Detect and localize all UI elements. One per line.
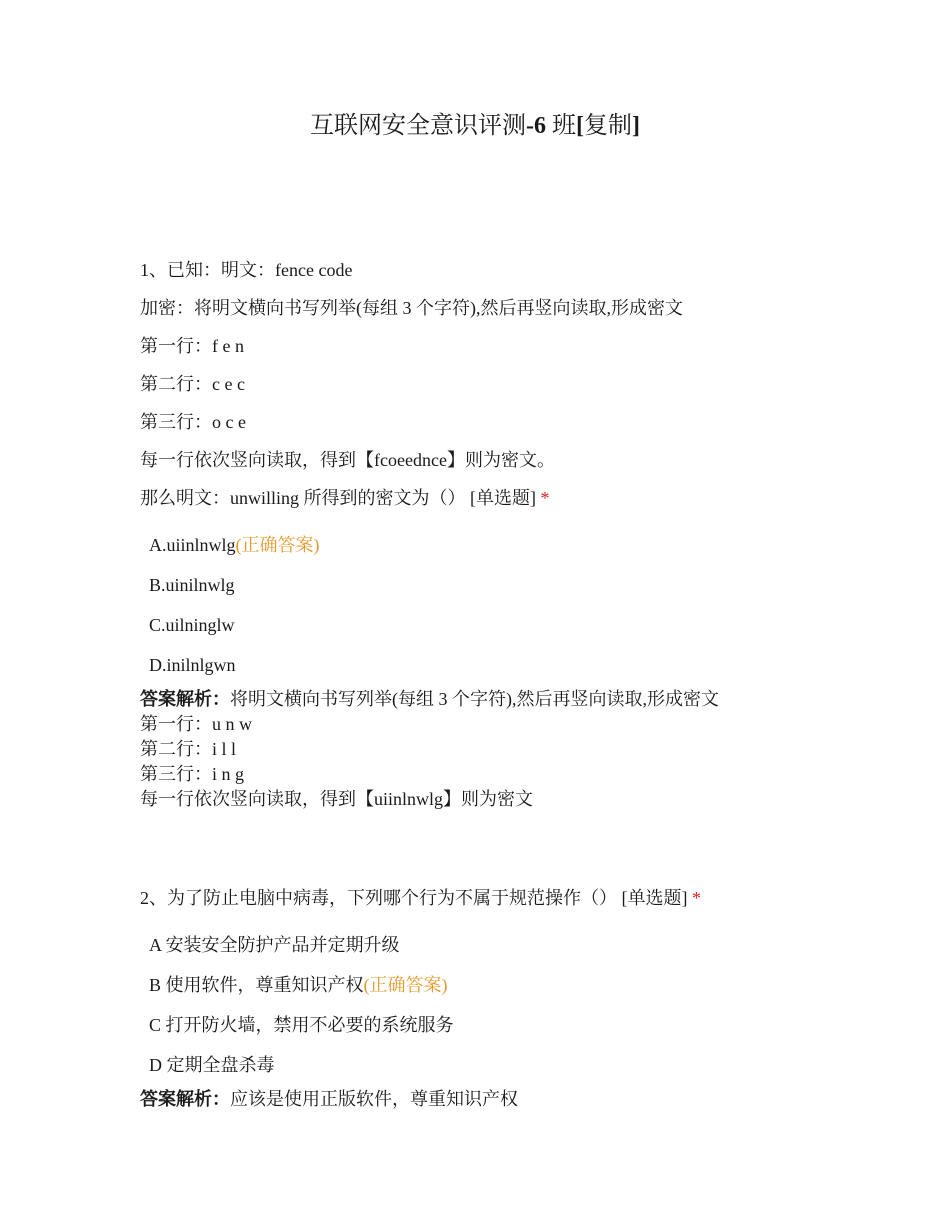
analysis-line: 第三行：i n g (140, 764, 245, 784)
q1-options (140, 525, 900, 685)
title-class-number: -6 (526, 113, 546, 139)
option-label: B 使用软件，尊重知识产权 (149, 975, 364, 995)
q2-question-text: 2、为了防止电脑中病毒，下列哪个行为不属于规范操作（） [单选题] (140, 888, 688, 908)
option-label: A 安装安全防护产品并定期升级 (149, 935, 400, 955)
q2-answer-analysis (140, 1087, 900, 1112)
title-copy-tag: 复制 (584, 113, 632, 139)
q1-stem-line: 第三行：o c e (140, 412, 246, 432)
required-mark: * (692, 888, 701, 908)
analysis-text: 应该是使用正版软件，尊重知识产权 (230, 1089, 518, 1109)
analysis-line: 每一行依次竖向读取，得到【uiinlnwlg】则为密文 (140, 789, 534, 809)
q2-option-a[interactable] (140, 925, 900, 965)
required-mark: * (540, 488, 550, 508)
option-label: B.uinilnwlg (149, 575, 235, 595)
q1-stem-line: 每一行依次竖向读取，得到【fcoeednce】则为密文。 (140, 450, 555, 470)
option-label: D 定期全盘杀毒 (149, 1055, 275, 1075)
q1-option-d[interactable] (140, 645, 900, 685)
analysis-line: 第一行：u n w (140, 714, 252, 734)
q1-question-text: 那么明文：unwilling 所得到的密文为（） [单选题] (140, 488, 536, 508)
analysis-first-line (140, 1087, 900, 1112)
analysis-text: 将明文横向书写列举(每组 3 个字符),然后再竖向读取,形成密文 (230, 689, 719, 709)
q2-option-d[interactable] (140, 1045, 900, 1085)
analysis-first-line (140, 687, 900, 712)
q1-stem-line: 1、已知：明文：fence code (140, 260, 353, 280)
q2-question-line (140, 879, 900, 917)
title-bracket-close: ] (632, 113, 640, 139)
title-class-word: 班 (546, 113, 576, 139)
title-prefix: 互联网安全意识评测 (310, 113, 526, 139)
q1-option-b[interactable] (140, 565, 900, 605)
correct-answer-tag: (正确答案) (235, 535, 320, 555)
q1-question-line (140, 479, 900, 517)
q1-stem-line: 第一行：f e n (140, 336, 244, 356)
q1-stem-line: 第二行：c e c (140, 374, 245, 394)
page-title (0, 110, 950, 142)
question-2 (140, 879, 900, 1112)
question-1 (140, 251, 900, 812)
analysis-label: 答案解析： (140, 689, 230, 709)
title-bracket-open: [ (576, 113, 584, 139)
correct-answer-tag: (正确答案) (363, 975, 448, 995)
q2-option-c[interactable] (140, 1005, 900, 1045)
q2-options (140, 925, 900, 1085)
q1-option-a[interactable] (140, 525, 900, 565)
analysis-line: 第二行：i l l (140, 739, 237, 759)
option-label: C.uilninglw (149, 615, 235, 635)
q1-stem-line: 加密：将明文横向书写列举(每组 3 个字符),然后再竖向读取,形成密文 (140, 298, 683, 318)
analysis-label: 答案解析： (140, 1089, 230, 1109)
q1-option-c[interactable] (140, 605, 900, 645)
option-label: D.inilnlgwn (149, 655, 236, 675)
q1-answer-analysis (140, 687, 900, 812)
option-label: A.uiinlnwlg (149, 535, 236, 555)
q2-option-b[interactable] (140, 965, 900, 1005)
option-label: C 打开防火墙，禁用不必要的系统服务 (149, 1015, 454, 1035)
